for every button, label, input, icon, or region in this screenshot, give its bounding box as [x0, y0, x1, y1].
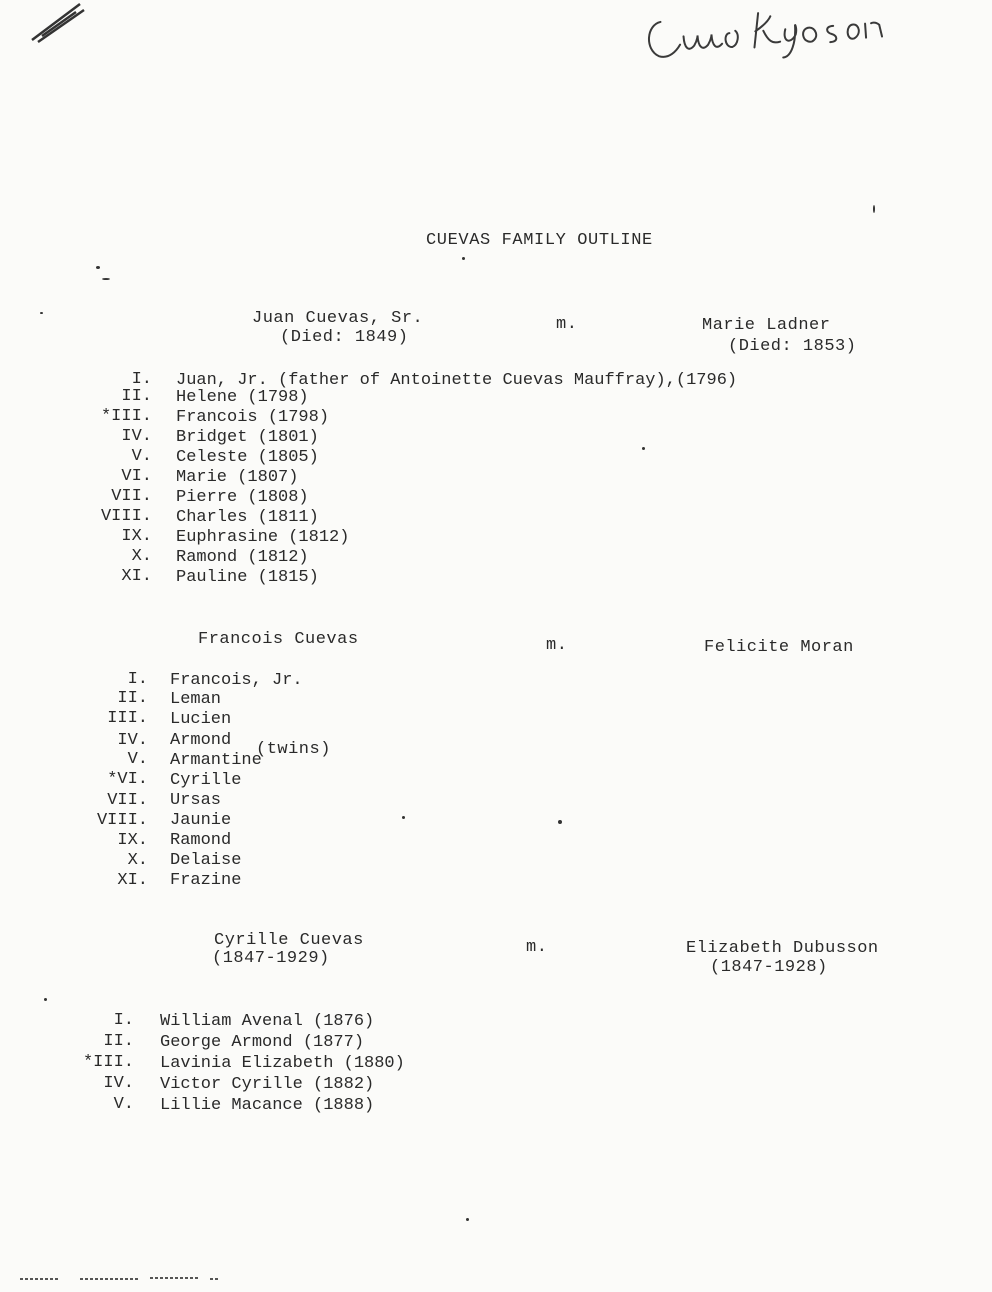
- child-num: IV.: [103, 1074, 134, 1093]
- child-name: Armond: [170, 731, 232, 750]
- scan-speck: [558, 820, 562, 824]
- child-num: VI.: [121, 467, 152, 486]
- child-num: *III.: [82, 1053, 134, 1072]
- child-name: Pierre (1808): [176, 488, 309, 507]
- child-num: VII.: [107, 791, 148, 810]
- child-name: Celeste (1805): [176, 448, 319, 467]
- bottom-scan-noise: [20, 1276, 400, 1282]
- child-num: VII.: [111, 487, 152, 506]
- child-name: Ursas: [170, 791, 222, 810]
- family-2-wife: Felicite Moran: [704, 638, 854, 657]
- child-name: Jaunie: [170, 811, 232, 830]
- family-1-husband-dates: (Died: 1849): [280, 328, 409, 347]
- child-num: I.: [113, 1011, 134, 1030]
- scan-speck: [40, 312, 43, 314]
- family-1-wife-dates: (Died: 1853): [728, 337, 857, 356]
- child-name: Helene (1798): [176, 388, 309, 407]
- child-num: XI.: [117, 871, 148, 890]
- child-name: Francois (1798): [176, 408, 330, 427]
- family-3-married-mark: m.: [526, 938, 548, 957]
- child-num: VIII.: [96, 811, 148, 830]
- child-name: Cyrille: [170, 771, 242, 790]
- family-3-husband-dates: (1847-1929): [212, 949, 330, 968]
- child-name: Delaise: [170, 851, 242, 870]
- scan-speck: [402, 816, 405, 819]
- child-num: II.: [117, 689, 148, 708]
- scan-speck: [102, 278, 110, 280]
- child-num: I.: [131, 370, 152, 389]
- child-num: X.: [131, 547, 152, 566]
- pen-strike-mark: [28, 0, 88, 45]
- child-num: XI.: [121, 567, 152, 586]
- child-name: Lavinia Elizabeth (1880): [160, 1054, 405, 1073]
- document-title: CUEVAS FAMILY OUTLINE: [426, 231, 653, 250]
- child-num: IV.: [117, 731, 148, 750]
- child-name: Victor Cyrille (1882): [160, 1075, 375, 1094]
- child-name: William Avenal (1876): [160, 1012, 375, 1031]
- scan-speck: [642, 447, 645, 450]
- child-num: I.: [127, 670, 148, 689]
- family-3-wife-dates: (1847-1928): [710, 958, 828, 977]
- child-num: IV.: [121, 427, 152, 446]
- child-name: Lucien: [170, 710, 232, 729]
- family-2-husband: Francois Cuevas: [198, 630, 359, 649]
- child-num: V.: [113, 1095, 134, 1114]
- child-name: George Armond (1877): [160, 1033, 365, 1052]
- child-name: Bridget (1801): [176, 428, 319, 447]
- child-name: Armantine: [170, 751, 262, 770]
- child-name: Frazine: [170, 871, 242, 890]
- scan-speck: [873, 205, 875, 213]
- family-3-husband: Cyrille Cuevas: [214, 931, 364, 950]
- child-num: V.: [127, 750, 148, 769]
- twins-note: (twins): [256, 740, 331, 759]
- child-name: Ramond (1812): [176, 548, 309, 567]
- family-1-husband: Juan Cuevas, Sr.: [252, 309, 424, 328]
- child-num: IX.: [121, 527, 152, 546]
- child-num: V.: [131, 447, 152, 466]
- handwritten-signature: [638, 0, 913, 89]
- child-name: Juan, Jr. (father of Antoinette Cuevas Mauffray),(1796): [176, 371, 738, 390]
- scan-speck: [44, 998, 47, 1001]
- child-name: Marie (1807): [176, 468, 299, 487]
- child-num: X.: [127, 851, 148, 870]
- child-num: II.: [103, 1032, 134, 1051]
- family-3-wife: Elizabeth Dubusson: [686, 939, 879, 958]
- child-num: III.: [107, 709, 148, 728]
- child-num: VIII.: [100, 507, 152, 526]
- child-name: Leman: [170, 690, 222, 709]
- scan-speck: [462, 257, 465, 260]
- child-name: Euphrasine (1812): [176, 528, 350, 547]
- scan-speck: [96, 266, 100, 269]
- child-num: IX.: [117, 831, 148, 850]
- child-num: II.: [121, 387, 152, 406]
- child-name: Lillie Macance (1888): [160, 1096, 375, 1115]
- family-1-wife: Marie Ladner: [702, 316, 831, 335]
- family-1-married-mark: m.: [556, 315, 578, 334]
- child-num: *VI.: [107, 770, 148, 789]
- child-num: *III.: [100, 407, 152, 426]
- child-name: Ramond: [170, 831, 232, 850]
- child-name: Charles (1811): [176, 508, 319, 527]
- child-name: Francois, Jr.: [170, 671, 303, 690]
- family-2-married-mark: m.: [546, 636, 568, 655]
- child-name: Pauline (1815): [176, 568, 319, 587]
- scan-speck: [466, 1218, 469, 1221]
